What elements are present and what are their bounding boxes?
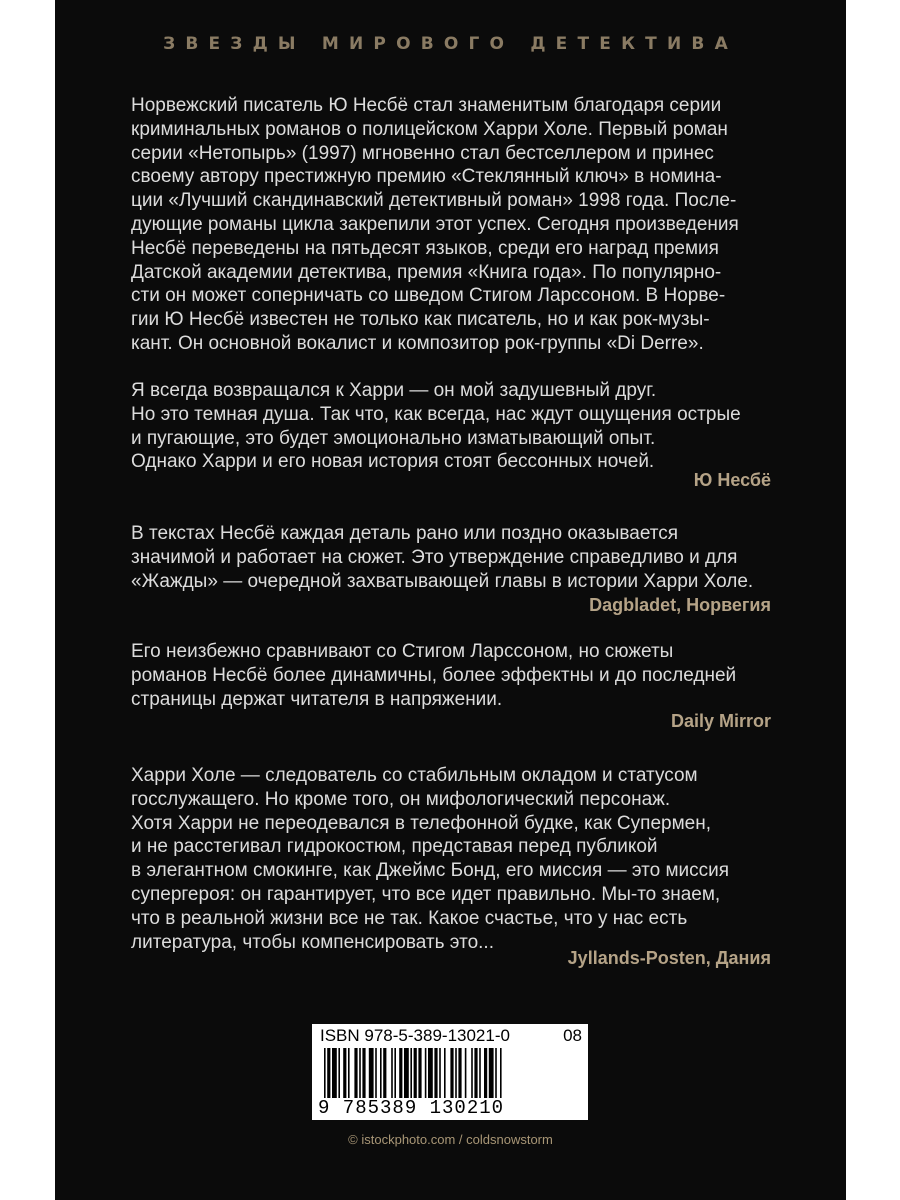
quote-source-jyllands-posten: Jyllands-Posten, Дания [567,948,771,968]
barcode-bar [471,1048,473,1098]
barcode-bar [418,1048,421,1098]
quote-nesbo [131,379,771,474]
photo-credit: © istockphoto.com / coldsnowstorm [348,1132,553,1147]
quote-line: страницы держат читателя в напряжении. [131,688,503,710]
barcode-bars [324,1048,576,1098]
barcode-bar [489,1048,494,1098]
barcode-bar [495,1048,497,1098]
barcode-bar [455,1048,457,1098]
ean-digits: 9 785389 130210 [318,1097,505,1119]
quote-line: Харри Холе — следователь со стабильным окладом и статусом [131,765,698,786]
series-title: ЗВЕЗДЫ МИРОВОГО ДЕТЕКТИВА [163,34,738,54]
intro-line: Несбё переведены на пятьдесят языков, среди его наград премия [131,237,719,259]
barcode-bar [359,1048,361,1098]
barcode-bar [354,1048,357,1098]
barcode-bar [500,1048,502,1098]
quote-line: в элегантном смокинге, как Джеймс Бонд, его миссия — это миссия [131,860,730,882]
quote-line: Но это темная душа. Так что, как всегда, нас ждут ощущения острые [131,403,741,425]
quote-line: В текстах Несбё каждая деталь рано или поздно оказывается [131,523,679,544]
barcode-bar [458,1048,461,1098]
barcode-bar [343,1048,346,1098]
quote-source-nesbo: Ю Несбё [693,470,771,490]
quote-line: и пугающие, это будет эмоционально изматывающий опыт. [131,427,656,449]
barcode-bar [484,1048,487,1098]
isbn-number: ISBN 978-5-389-13021-0 [320,1026,510,1045]
barcode-bar [332,1048,337,1098]
barcode-bar [391,1048,393,1098]
barcode-bar [444,1048,446,1098]
barcode-bar [428,1048,433,1098]
barcode-bar [380,1048,382,1098]
barcode-bar [474,1048,477,1098]
quote-line: госслужащего. Но кроме того, он мифологический персонаж. [131,788,671,810]
author-intro [131,94,771,356]
intro-line: Норвежский писатель Ю Несбё стал знаменитым благодаря серии [131,95,722,116]
quote-line: и не расстегивал гидрокостюм, представая перед публикой [131,836,658,858]
barcode-bar [414,1048,417,1098]
quote-source-dagbladet: Dagbladet, Норвегия [589,595,771,615]
barcode-bar [410,1048,412,1098]
quote-line: что в реальной жизни все не так. Какое счастье, что у нас есть [131,907,688,929]
quote-jyllands-posten [131,764,771,954]
barcode-bar [404,1048,409,1098]
quote-source-daily-mirror: Daily Mirror [670,711,771,731]
isbn-barcode [312,1024,588,1120]
back-cover [55,0,846,1200]
barcode-bar [399,1048,402,1098]
barcode-bar [439,1048,441,1098]
barcode-bar [327,1048,330,1098]
intro-line: гии Ю Несбё известен не только как писатель, но и как рок-музы- [131,309,710,331]
quote-line: супергероя: он гарантирует, что все идет правильно. Мы-то знаем, [131,883,721,905]
intro-line: криминальных романов о полицейском Харри Холе. Первый роман [131,118,728,140]
barcode-bar [425,1048,427,1098]
quote-line: Хотя Харри не переодевался в телефонной будке, как Супермен, [131,812,711,834]
barcode-bar [434,1048,437,1098]
quote-line: значимой и работает на сюжет. Это утверждение справедливо и для [131,546,738,568]
barcode-bar [479,1048,481,1098]
barcode-bar [369,1048,374,1098]
quote-daily-mirror [131,640,771,711]
quote-line: литература, чтобы компенсировать это... [131,931,494,953]
barcode-bar [362,1048,365,1098]
intro-line: дующие романы цикла закрепили этот успех. Сегодня произведения [131,213,739,235]
isbn-addon: 08 [563,1026,582,1045]
barcode-bar [324,1048,326,1098]
quote-line: «Жажды» — очередной захватывающей главы в истории Харри Холе. [131,570,754,592]
barcode-bar [338,1048,340,1098]
quote-dagbladet [131,522,771,593]
barcode-bar [383,1048,386,1098]
barcode-bar [465,1048,467,1098]
intro-line: серии «Нетопырь» (1997) мгновенно стал бестселлером и принес [131,142,714,164]
quote-line: романов Несбё более динамичны, более эффектны и до последней [131,664,737,686]
intro-line: Датской академии детектива, премия «Книга года». По популярно- [131,261,722,283]
intro-line: сти он может соперничать со шведом Стигом Ларссоном. В Норве- [131,285,726,307]
barcode-bar [375,1048,377,1098]
quote-line: Его неизбежно сравнивают со Стигом Ларссоном, но сюжеты [131,641,674,662]
barcode-bar [394,1048,396,1098]
intro-line: своему автору престижную премию «Стеклянный ключ» в номина- [131,166,722,188]
intro-line: кант. Он основной вокалист и композитор рок-группы «Di Derre». [131,332,704,354]
barcode-bar [348,1048,350,1098]
quote-line: Однако Харри и его новая история стоят бессонных ночей. [131,451,655,473]
quote-line: Я всегда возвращался к Харри — он мой задушевный друг. [131,380,657,401]
intro-line: ции «Лучший скандинавский детективный роман» 1998 года. После- [131,190,737,212]
barcode-bar [450,1048,453,1098]
